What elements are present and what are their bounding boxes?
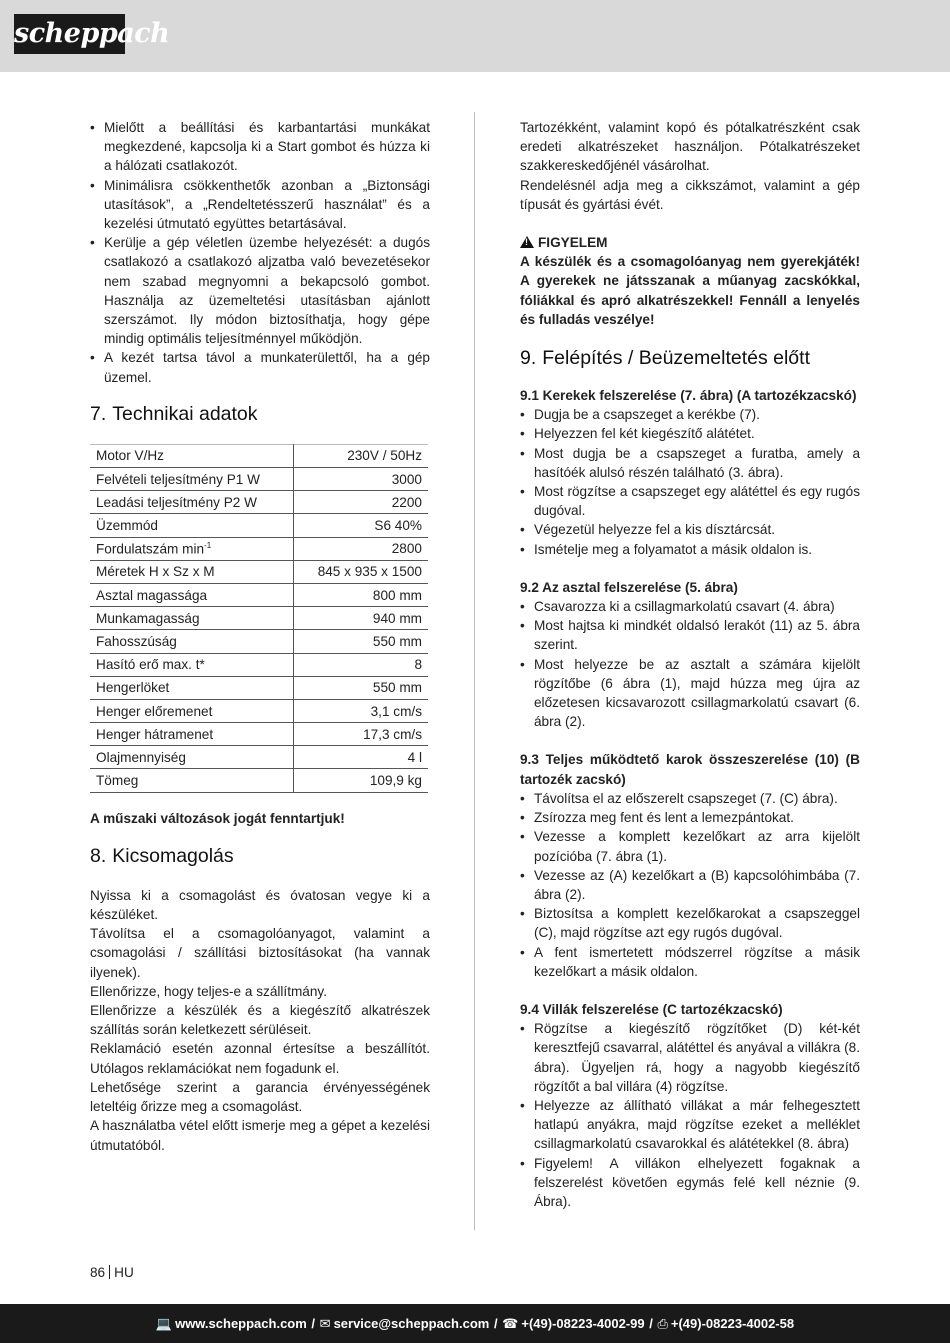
- table-row: [90, 746, 428, 769]
- spec-value: 550 mm: [293, 676, 428, 699]
- email-icon: ✉: [319, 1316, 331, 1331]
- list-item: • Vezesse az (A) kezelőkart a (B) kapcsolóhimbába (7. ábra (2).: [520, 866, 860, 904]
- footer-band: 💻 www.scheppach.com / ✉ service@scheppach.com / ☎ +(49)-08223-4002-99 / ⎙ +(49)-08223-4002-58: [0, 1304, 950, 1343]
- list-item: • A kezét tartsa távol a munkaterülettől, ha a gép üzemel.: [90, 348, 430, 386]
- list-item: • Végezetül helyezze fel a kis dísztárcsát.: [520, 520, 860, 539]
- spec-label: Fordulatszám min: [96, 541, 205, 557]
- footer-fax: [657, 1316, 794, 1331]
- list-item: • A fent ismertetett módszerrel rögzítse a másik kezelőkart a másik oldalon.: [520, 943, 860, 981]
- footer-web-link[interactable]: www.scheppach.com: [175, 1316, 307, 1331]
- section-number: 7.: [90, 402, 107, 425]
- list-item: • Zsírozza meg fent és lent a lemezpántokat.: [520, 808, 860, 827]
- step-list: [520, 405, 860, 559]
- scheppach-logo: scheppach: [14, 14, 125, 54]
- computer-icon: 💻: [155, 1316, 173, 1331]
- spec-value: 3,1 cm/s: [293, 699, 428, 722]
- subsection-9-3: [520, 750, 860, 980]
- spec-label: Hasító erő max. t*: [90, 653, 293, 676]
- section-8-heading: [90, 844, 430, 868]
- table-row: [90, 560, 428, 583]
- paragraph: Reklamáció esetén azonnal értesítse a beszállítót. Utólagos reklamációkat nem fogadunk el.: [90, 1041, 430, 1076]
- table-row: [90, 653, 428, 676]
- spec-value: 8: [293, 653, 428, 676]
- subsection-9-2: [520, 578, 860, 732]
- spec-label: Olajmennyiség: [90, 746, 293, 769]
- spec-table: [90, 444, 428, 793]
- right-column: [520, 118, 860, 1211]
- spec-value: 2200: [293, 491, 428, 514]
- spec-superscript: -1: [204, 540, 212, 550]
- paragraph: A használatba vétel előtt ismerje meg a gépet a kezelési útmutatóból.: [90, 1118, 430, 1153]
- list-item: • Mielőtt a beállítási és karbantartási munkákat megkezdené, kapcsolja ki a Start gombot és húzza ki a hálózati csatlakozót.: [90, 118, 430, 176]
- table-row: [90, 769, 428, 792]
- list-item: • Most dugja be a csapszeget a furatba, amely a hasítóék alulsó részén található (3. ábra).: [520, 444, 860, 482]
- footer-email: [320, 1316, 490, 1331]
- warning-title-line: [520, 233, 860, 252]
- column-divider: [474, 112, 475, 1230]
- list-item: • Dugja be a csapszeget a kerékbe (7).: [520, 405, 860, 424]
- table-row: [90, 699, 428, 722]
- page-language: HU: [114, 1265, 134, 1280]
- left-column: [90, 118, 430, 1155]
- spec-value: 3000: [293, 468, 428, 491]
- subsection-title: 9.1 Kerekek felszerelése (7. ábra) (A tartozékzacskó): [520, 388, 857, 404]
- list-item: • Kerülje a gép véletlen üzembe helyezését: a dugós csatlakozó a csatlakozó aljzatba való bevezetésekor nem szabad megnyomni a bekapcsoló gombot. Használja az üzemeltetési utasításban ajánlott szerszámot. Ily módon biztosíthatja, hogy gépe mindig optimális teljesítménnyel működjön.: [90, 233, 430, 348]
- table-row: [90, 468, 428, 491]
- spec-label: Munkamagasság: [90, 607, 293, 630]
- spec-label: Hengerlöket: [90, 676, 293, 699]
- list-item: • Minimálisra csökkenthetők azonban a „Biztonsági utasítások”, a „Rendeltetésszerű használat” és a kezelési útmutató együttes betartásával.: [90, 176, 430, 234]
- spec-value: 550 mm: [293, 630, 428, 653]
- list-item: • Helyezze az állítható villákat a már felhegesztett hatlapú anyákra, majd rögzítse ezeket a melléklet csillagmarkolatú csavarokkal és alátétekkel (8. ábra): [520, 1096, 860, 1154]
- table-row: [90, 444, 428, 467]
- paragraph: Nyissa ki a csomagolást és óvatosan vegye ki a készüléket.: [90, 887, 430, 923]
- header-band: [0, 0, 950, 72]
- step-list: [520, 789, 860, 981]
- spec-label: Henger hátramenet: [90, 723, 293, 746]
- spec-value: S6 40%: [293, 514, 428, 537]
- spec-label-cell: [90, 537, 293, 560]
- spec-value: 17,3 cm/s: [293, 723, 428, 746]
- spec-label: Üzemmód: [90, 514, 293, 537]
- table-row: [90, 514, 428, 537]
- spec-value: 4 l: [293, 746, 428, 769]
- spec-value: 230V / 50Hz: [293, 444, 428, 467]
- table-row: [90, 607, 428, 630]
- paragraph: Távolítsa el a csomagolóanyagot, valamint a csomagolási / szállítási biztosításokat (ha vannak ilyenek).: [90, 926, 430, 980]
- spec-label: Felvételi teljesítmény P1 W: [90, 468, 293, 491]
- spec-label: Tömeg: [90, 769, 293, 792]
- subsection-title: 9.4 Villák felszerelése (C tartozékzacskó): [520, 1001, 783, 1017]
- unpacking-text: [90, 886, 430, 1155]
- table-row: [90, 537, 428, 560]
- spec-label: Henger előremenet: [90, 699, 293, 722]
- table-row: [90, 583, 428, 606]
- list-item: • Rögzítse a kiegészítő rögzítőket (D) két-két keresztfejű csavarral, alátéttel és anyával a villákra (8. ábra). Ügyeljen rá, hogy a nagyobb kiegészítő rögzítőt a bal villára (4) rögzítse.: [520, 1019, 860, 1096]
- list-item: • Most helyezze be az asztalt a számára kijelölt rögzítőbe (6 ábra (1), majd húzza meg újra az előzetesen kicsavarozott csillagmarkolatú csavart (6. ábra (2).: [520, 655, 860, 732]
- list-item: • Most hajtsa ki mindkét oldalsó lerakót (11) az 5. ábra szerint.: [520, 616, 860, 654]
- paragraph: Lehetősége szerint a garancia érvényességének leteltéig őrizze meg a csomagolást.: [90, 1079, 430, 1115]
- list-item: • Csavarozza ki a csillagmarkolatú csavart (4. ábra): [520, 597, 860, 616]
- spec-label: Motor V/Hz: [90, 444, 293, 467]
- footer-phone: [502, 1316, 644, 1331]
- footer-email-link[interactable]: service@scheppach.com: [333, 1316, 490, 1331]
- table-row: [90, 630, 428, 653]
- spec-label: Méretek H x Sz x M: [90, 560, 293, 583]
- subsection-title: 9.3 Teljes működtető karok összeszerelése (10) (B tartozék zacskó): [520, 752, 860, 787]
- paragraph: Tartozékként, valamint kopó és pótalkatrészként csak eredeti alkatrészeket használjon. Pótalkatrészeket szakkereskedőjénél vásárolhat.: [520, 120, 860, 174]
- spec-value: 2800: [293, 537, 428, 560]
- list-item: • Most rögzítse a csapszeget egy alátéttel és egy rugós dugóval.: [520, 482, 860, 520]
- spec-value: 109,9 kg: [293, 769, 428, 792]
- safety-bullets: [90, 118, 430, 387]
- section-title: Technikai adatok: [112, 402, 258, 425]
- spec-label: Leadási teljesítmény P2 W: [90, 491, 293, 514]
- list-item: • Helyezzen fel két kiegészítő alátétet.: [520, 424, 860, 443]
- list-item: • Távolítsa el az előszerelt csapszeget (7. (C) ábra).: [520, 789, 860, 808]
- section-7-heading: [90, 402, 430, 426]
- list-item: • Ismételje meg a folyamatot a másik oldalon is.: [520, 540, 860, 559]
- step-list: [520, 597, 860, 731]
- spec-label: Fahosszúság: [90, 630, 293, 653]
- footer-web: [156, 1316, 307, 1331]
- page-number: [90, 1265, 134, 1280]
- section-number: 9.: [520, 347, 537, 370]
- phone-icon: ☎: [502, 1316, 519, 1331]
- warning-text: A készülék és a csomagolóanyag nem gyerekjáték! A gyerekek ne játsszanak a műanyag zacskókkal, fóliákkal és apró alkatrészekkel! Fennáll a lenyelés és fulladás veszélye!: [520, 254, 860, 327]
- subsection-9-1: [520, 386, 860, 559]
- paragraph: Rendelésnél adja meg a cikkszámot, valamint a gép típusát és gyártási évét.: [520, 177, 860, 212]
- list-item: • Biztosítsa a komplett kezelőkarokat a csapszeggel (C), majd rögzítse azt egy rugós dugóval.: [520, 904, 860, 942]
- section-title: Felépítés / Beüzemeltetés előtt: [542, 347, 810, 370]
- subsection-title: 9.2 Az asztal felszerelése (5. ábra): [520, 579, 738, 595]
- table-row: [90, 723, 428, 746]
- tech-changes-note: A műszaki változások jogát fenntartjuk!: [90, 810, 345, 826]
- table-row: [90, 491, 428, 514]
- footer-fax-number: +(49)-08223-4002-58: [670, 1316, 795, 1331]
- list-item: • Figyelem! A villákon elhelyezett fogaknak a felszerelést követően egymás felé kell néznie (9. Ábra).: [520, 1154, 860, 1212]
- section-9-heading: [520, 346, 860, 370]
- footer-phone-number: +(49)-08223-4002-99: [521, 1316, 645, 1331]
- spec-value: 845 x 935 x 1500: [293, 560, 428, 583]
- spec-value: 940 mm: [293, 607, 428, 630]
- paragraph: Ellenőrizze, hogy teljes-e a szállítmány.: [90, 983, 327, 999]
- warning-block: [520, 233, 860, 329]
- warning-triangle-icon: [520, 236, 534, 248]
- warning-title: FIGYELEM: [538, 235, 608, 251]
- subsection-9-4: [520, 1000, 860, 1211]
- table-row: [90, 676, 428, 699]
- page-number-value: 86: [90, 1265, 106, 1280]
- list-item: • Vezesse a komplett kezelőkart az arra kijelölt pozícióba (7. ábra (1).: [520, 827, 860, 865]
- page-number-separator: [109, 1265, 110, 1279]
- spec-label: Asztal magassága: [90, 583, 293, 606]
- paragraph: Ellenőrizze a készülék és a kiegészítő alkatrészek szállítás során keletkezett sérüléseit.: [90, 1003, 430, 1038]
- section-number: 8.: [90, 844, 107, 867]
- spec-value: 800 mm: [293, 583, 428, 606]
- section-title: Kicsomagolás: [112, 844, 234, 867]
- fax-icon: ⎙: [657, 1316, 668, 1331]
- step-list: [520, 1019, 860, 1211]
